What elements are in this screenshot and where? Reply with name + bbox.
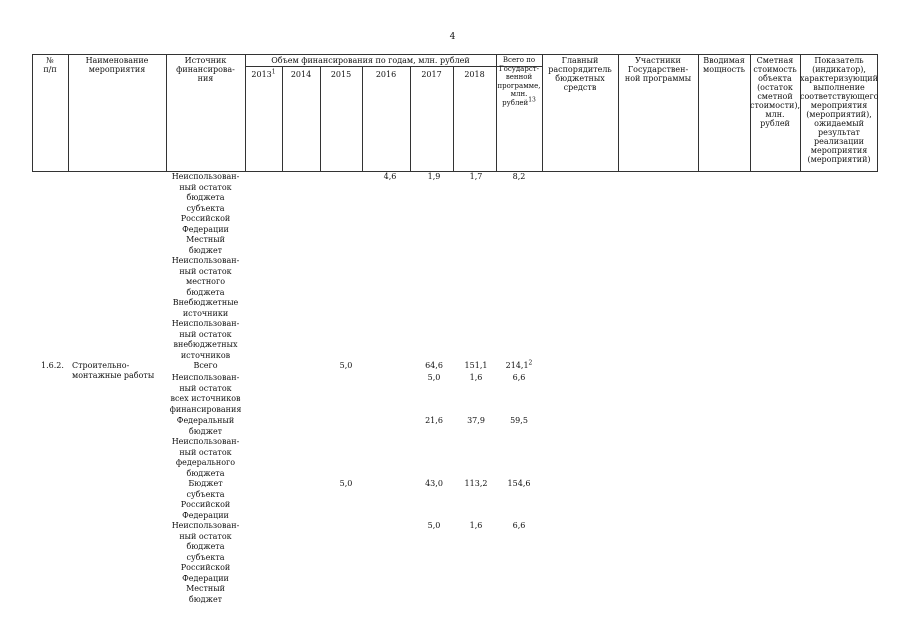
row-162-source: Федеральный бюджет	[176, 416, 235, 436]
header-main-manager: Главный распорядитель бюджетных средств	[548, 56, 612, 92]
col-line	[410, 66, 411, 172]
row-162-name: Строительно- монтажные работы	[72, 361, 155, 380]
row-162-source: Всего	[193, 361, 218, 370]
row-162-source: Неиспользован- ный остаток бюджета субъекта Российской Федерации Местный бюджет	[171, 521, 240, 604]
header-total: Всего по Государст- венной программе, млн. рублей$^{13}$	[497, 56, 541, 107]
top-block-2016: 4,6	[383, 172, 397, 181]
row-162-2017: 21,6	[425, 416, 443, 425]
header-indicator: Показатель (индикатор), характеризующий выполнение соответствующего мероприятия (мероприятий), ожидаемый результат реализации мероприятия (мероприятий)	[800, 56, 878, 164]
header-top-border	[32, 54, 878, 55]
top-block-total: 8,2	[512, 172, 526, 181]
row-162-total: 154,6	[507, 479, 531, 488]
row-162-total: 214,1$^2$	[505, 359, 533, 370]
row-162-2015: 5,0	[339, 361, 353, 370]
row-162-2017: 43,0	[425, 479, 443, 488]
row-162-total: 59,5	[510, 416, 528, 425]
row-162-2017: 64,6	[425, 361, 443, 370]
header-capacity: Вводимая мощность	[703, 56, 745, 74]
header-num: № п/п	[43, 56, 57, 74]
col-line	[362, 66, 363, 172]
col-line	[282, 66, 283, 172]
row-162-2018: 113,2	[464, 479, 488, 488]
header-volume: Объем финансирования по годам, млн. рублей	[271, 56, 470, 65]
page-number: 4	[449, 32, 456, 42]
top-block-2017: 1,9	[427, 172, 441, 181]
row-162-2018: 1,6	[469, 373, 483, 382]
col-line	[320, 66, 321, 172]
row-162-2018: 1,6	[469, 521, 483, 530]
header-bottom-border	[32, 171, 878, 172]
year-2018: 2018	[464, 70, 485, 79]
row-162-source: Бюджет субъекта Российской Федерации	[180, 479, 231, 520]
row-162-2017: 5,0	[427, 521, 441, 530]
row-162-total: 6,6	[512, 521, 526, 530]
row-162-total: 6,6	[512, 373, 526, 382]
row-162-source: Неиспользован- ный остаток федерального бюджета	[171, 437, 240, 478]
year-2014: 2014	[290, 70, 312, 79]
header-source: Источник финансирова- ния	[176, 56, 235, 83]
row-162-source: Неиспользован- ный остаток всех источников финансирования	[169, 373, 242, 414]
year-2017: 2017	[421, 70, 442, 79]
header-participants: Участники Государствен- ной программы	[624, 56, 692, 83]
row-162-2018: 37,9	[467, 416, 485, 425]
top-block-2018: 1,7	[469, 172, 483, 181]
year-2016: 2016	[375, 70, 397, 79]
header-estimated-cost: Сметная стоимость объекта (остаток сметной стоимости), млн. рублей	[750, 56, 800, 128]
row-162-2015: 5,0	[339, 479, 353, 488]
header-name: Наименование мероприятия	[85, 56, 149, 74]
row-162-num: 1.6.2.	[41, 361, 64, 370]
col-line	[453, 66, 454, 172]
row-162-2017: 5,0	[427, 373, 441, 382]
year-2013: 2013$^1$	[251, 68, 276, 79]
table-header	[32, 54, 878, 172]
year-2015: 2015	[330, 70, 352, 79]
row-162-2018: 151,1	[464, 361, 488, 370]
top-block-sources: Неиспользован- ный остаток бюджета субъекта Российской Федерации Местный бюджет Неиспользован- ный остаток местного бюджета Внебюджетные источники Неиспользован- ный остаток внебюджетных источников	[171, 172, 240, 360]
